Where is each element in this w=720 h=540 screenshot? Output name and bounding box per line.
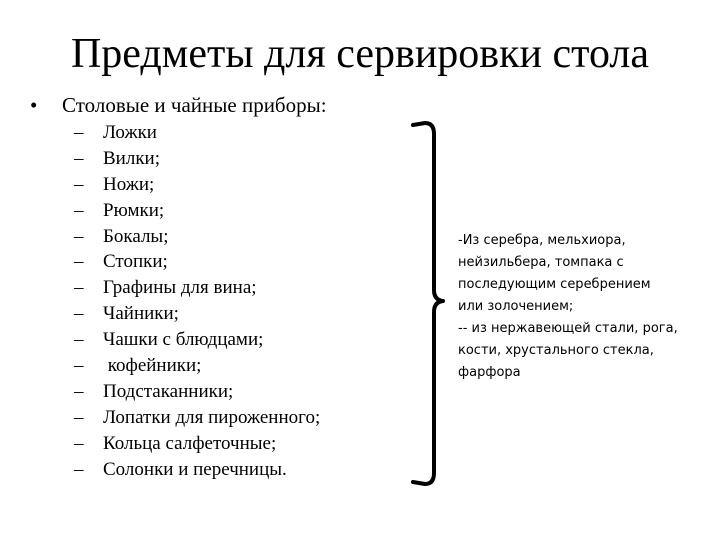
list-item-text: Чайники; (103, 303, 179, 325)
list-item (74, 120, 320, 146)
dash-marker: – (74, 458, 84, 480)
note-line: -- из нержавеющей стали, рога, (458, 321, 678, 336)
list-item-text: Вилки; (103, 147, 160, 169)
bullet-marker: • (30, 93, 38, 117)
list-item (74, 431, 320, 457)
list-item (74, 405, 320, 431)
list-item-text: Подстаканники; (103, 380, 234, 402)
dash-marker: – (74, 432, 84, 454)
note-line: или золочением; (458, 299, 574, 314)
dash-marker: – (74, 329, 84, 351)
dash-marker: – (74, 147, 84, 169)
dash-marker: – (74, 303, 84, 325)
list-item (74, 327, 320, 353)
list-item (74, 275, 320, 301)
note-line: фарфора (458, 365, 521, 380)
main-bullet (30, 92, 327, 118)
dash-marker: – (74, 199, 84, 221)
list-item-text: Ложки (103, 122, 157, 143)
list-item-text: Солонки и перечницы. (103, 458, 287, 480)
list-item (74, 198, 320, 224)
list-item-text: Графины для вина; (103, 277, 257, 299)
list-item (74, 172, 320, 198)
list-item-text: Кольца салфеточные; (103, 432, 277, 454)
list-item (74, 146, 320, 172)
dash-marker: – (74, 122, 84, 143)
main-bullet-text: Столовые и чайные приборы: (62, 93, 327, 117)
list-item (74, 457, 320, 483)
utensils-list (74, 120, 320, 482)
list-item (74, 224, 320, 250)
dash-marker: – (74, 406, 84, 428)
list-item-text: Лопатки для пироженного; (103, 406, 321, 428)
list-item-text: кофейники; (103, 355, 202, 377)
list-item-text: Чашки с блюдцами; (103, 329, 264, 351)
list-item (74, 249, 320, 275)
note-line: кости, хрустального стекла, (458, 343, 654, 358)
dash-marker: – (74, 380, 84, 402)
dash-marker: – (74, 277, 84, 299)
dash-marker: – (74, 173, 84, 195)
dash-marker: – (74, 355, 84, 377)
list-item (74, 379, 320, 405)
dash-marker: – (74, 225, 84, 247)
note-line: последующим серебрением (458, 277, 651, 292)
list-item (74, 353, 320, 379)
list-item (74, 301, 320, 327)
list-item-text: Стопки; (103, 251, 168, 273)
slide-title: Предметы для сервировки стола (70, 31, 650, 77)
list-item-text: Рюмки; (103, 199, 165, 221)
list-item-text: Бокалы; (103, 225, 169, 247)
note-line: -Из серебра, мельхиора, (458, 233, 626, 248)
note-line: нейзильбера, томпака с (458, 255, 624, 270)
material-note (458, 230, 720, 384)
dash-marker: – (74, 251, 84, 273)
list-item-text: Ножи; (103, 173, 155, 195)
